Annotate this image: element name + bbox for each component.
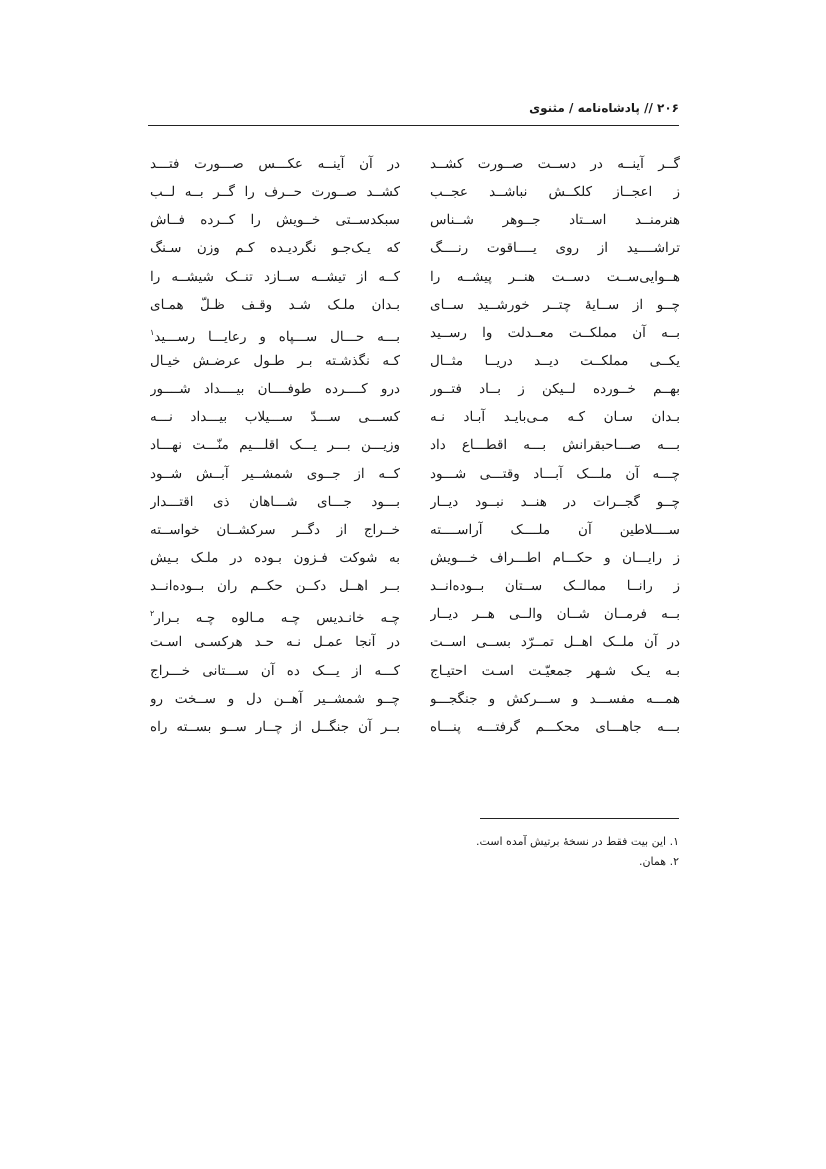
second-hemistich	[150, 516, 400, 544]
hemistich-text: گــر آینــه در دســت صــورت کشــد	[430, 156, 680, 172]
second-hemistich	[150, 234, 400, 262]
hemistich-text: کشــد صــورت حــرف را گــر بــه لــب	[150, 184, 400, 201]
hemistich-text: در آن آینــه عکـــس صـــورت فتـــد	[150, 156, 400, 172]
book-title: پادشاه‌نامه	[577, 101, 640, 115]
hemistich-text: چـه خانـدیس چـه مـالوه چـه بـرار	[154, 610, 400, 627]
hemistich-text: بـــود جـــای شـــاهان ذی اقتـــدار	[150, 493, 400, 510]
first-hemistich	[430, 375, 680, 403]
first-hemistich	[430, 431, 680, 459]
section-title: مثنوی	[529, 101, 565, 115]
second-hemistich	[150, 150, 400, 178]
hemistich-text: کســـی ســـدّ ســـیلاب بیـــداد نـــه	[150, 409, 400, 426]
hemistich-text: در آن ملــک اهــل تمــرّد بســی اســت	[430, 634, 680, 651]
first-hemistich	[430, 713, 680, 741]
second-hemistich	[150, 263, 400, 291]
hemistich-text: ز رانــا ممالــک ســتان بــوده‌انــد	[430, 578, 680, 595]
second-hemistich	[150, 178, 400, 206]
first-hemistich	[430, 572, 680, 600]
first-hemistich	[430, 319, 680, 347]
hemistich-text: بـدان ملـک شـد وقـف ظـلّ همـای	[150, 296, 400, 313]
second-hemistich	[150, 600, 400, 628]
hemistich-text: بــه آن مملکــت معــدلت وا رســید	[430, 324, 680, 341]
first-hemistich	[430, 628, 680, 656]
first-hemistich	[430, 263, 680, 291]
hemistich-text: بــر اهــل دکــن حکــم ران بــوده‌انــد	[150, 578, 400, 595]
first-hemistich	[430, 657, 680, 685]
second-hemistich	[150, 347, 400, 375]
running-header	[148, 101, 679, 121]
first-hemistich	[430, 347, 680, 375]
hemistich-text: وزیـــن بـــر یـــک اقلـــیم منّـــت نهـــاد	[150, 437, 400, 454]
hemistich-text: در آنجا عمـل نـه حـد هرکسـی اسـت	[150, 634, 400, 651]
first-hemistich-column	[430, 150, 680, 741]
hemistich-text: تراشــــید از روی یــــاقوت رنــــگ	[430, 240, 680, 257]
second-hemistich	[150, 206, 400, 234]
first-hemistich	[430, 488, 680, 516]
first-hemistich	[430, 206, 680, 234]
hemistich-text: ز رایـــان و حکـــام اطـــراف خـــویش	[430, 549, 680, 566]
second-hemistich	[150, 319, 400, 347]
footnote-item: ۲. همان.	[638, 855, 679, 868]
footnote-rule	[480, 818, 679, 819]
hemistich-text: بـــه جاهـــای محکـــم گرفتـــه پنـــاه	[430, 718, 680, 735]
hemistich-text: بـــه صـــاحبقرانش بـــه اقطـــاع داد	[430, 437, 680, 454]
hemistich-text: هــوایی‌ســت دســت هنــر پیشــه را	[430, 268, 680, 285]
footnote-marker: ۲	[150, 609, 155, 619]
footnote-marker: ۱	[150, 327, 155, 337]
hemistich-text: سبکدســتی خــویش را کــرده فــاش	[150, 212, 400, 229]
hemistich-text: کـه نگذشـته بـر طـول عرضـش خیـال	[150, 352, 400, 369]
hemistich-text: چــو شمشــیر آهــن دل و ســخت رو	[150, 690, 400, 707]
first-hemistich	[430, 460, 680, 488]
second-hemistich	[150, 572, 400, 600]
page-number: ۲۰۶	[657, 101, 679, 115]
second-hemistich-column	[150, 150, 400, 741]
header-separator: //	[644, 101, 653, 115]
header-slash: /	[569, 101, 574, 115]
first-hemistich	[430, 178, 680, 206]
first-hemistich	[430, 516, 680, 544]
hemistich-text: بــه فرمــان شــان والــی هــر دیــار	[430, 606, 680, 623]
header-rule	[148, 125, 679, 126]
second-hemistich	[150, 291, 400, 319]
second-hemistich	[150, 431, 400, 459]
footnote-item: ۱. این بیت فقط در نسخهٔ برتیش آمده است.	[475, 835, 679, 848]
hemistich-text: خــراج از دگــر سرکشــان خواســته	[150, 521, 400, 538]
hemistich-text: بـــه حـــال ســـپاه و رعایـــا رســـید	[154, 328, 400, 345]
second-hemistich	[150, 460, 400, 488]
hemistich-text: بهــم خــورده لــیکن ز بــاد فتــور	[430, 381, 680, 398]
second-hemistich	[150, 628, 400, 656]
first-hemistich	[430, 685, 680, 713]
hemistich-text: چــو از ســایهٔ چتــر خورشــید ســای	[430, 296, 680, 313]
second-hemistich	[150, 685, 400, 713]
first-hemistich	[430, 600, 680, 628]
hemistich-text: هنرمنــد اســتاد جــوهر شــناس	[430, 212, 680, 229]
hemistich-text: کــه از تیشــه ســازد تنــک شیشــه را	[150, 268, 400, 285]
footnotes	[380, 832, 679, 872]
hemistich-text: بـدان سـان کـه مـی‌بایـد آبـاد نـه	[430, 409, 680, 426]
hemistich-text: به شوکت فـزون بـوده در ملـک بـیش	[150, 549, 400, 566]
first-hemistich	[430, 150, 680, 178]
hemistich-text: یکــی مملکــت دیــد دریــا مثــال	[430, 352, 680, 369]
hemistich-text: ســــلاطین آن ملــــک آراســــته	[430, 521, 680, 538]
first-hemistich	[430, 403, 680, 431]
first-hemistich	[430, 234, 680, 262]
hemistich-text: کـــه از یـــک ده آن ســـتانی خـــراج	[150, 662, 400, 679]
hemistich-text: کــه از جــوی شمشــیر آبــش شــود	[150, 465, 400, 482]
second-hemistich	[150, 657, 400, 685]
first-hemistich	[430, 544, 680, 572]
hemistich-text: درو کــــرده طوفــــان بیــــداد شــــور	[150, 381, 400, 398]
hemistich-text: بــر آن جنگــل از چــار ســو بســته راه	[150, 718, 400, 735]
hemistich-text: چـــه آن ملـــک آبـــاد وقتـــی شـــود	[430, 465, 680, 482]
second-hemistich	[150, 544, 400, 572]
second-hemistich	[150, 488, 400, 516]
second-hemistich	[150, 375, 400, 403]
hemistich-text: چــو گجــرات در هنــد نبــود دیــار	[430, 493, 680, 510]
hemistich-text: ز اعجــاز کلکــش نباشــد عجــب	[430, 184, 680, 201]
first-hemistich	[430, 291, 680, 319]
hemistich-text: همـــه مفســـد و ســـرکش و جنگجـــو	[430, 690, 680, 707]
second-hemistich	[150, 403, 400, 431]
second-hemistich	[150, 713, 400, 741]
hemistich-text: بـه یـک شـهر جمعیّـت اسـت احتیـاج	[430, 662, 680, 679]
hemistich-text: که یـک‌جـو نگردیـده کـم وزن سـنگ	[150, 240, 400, 257]
